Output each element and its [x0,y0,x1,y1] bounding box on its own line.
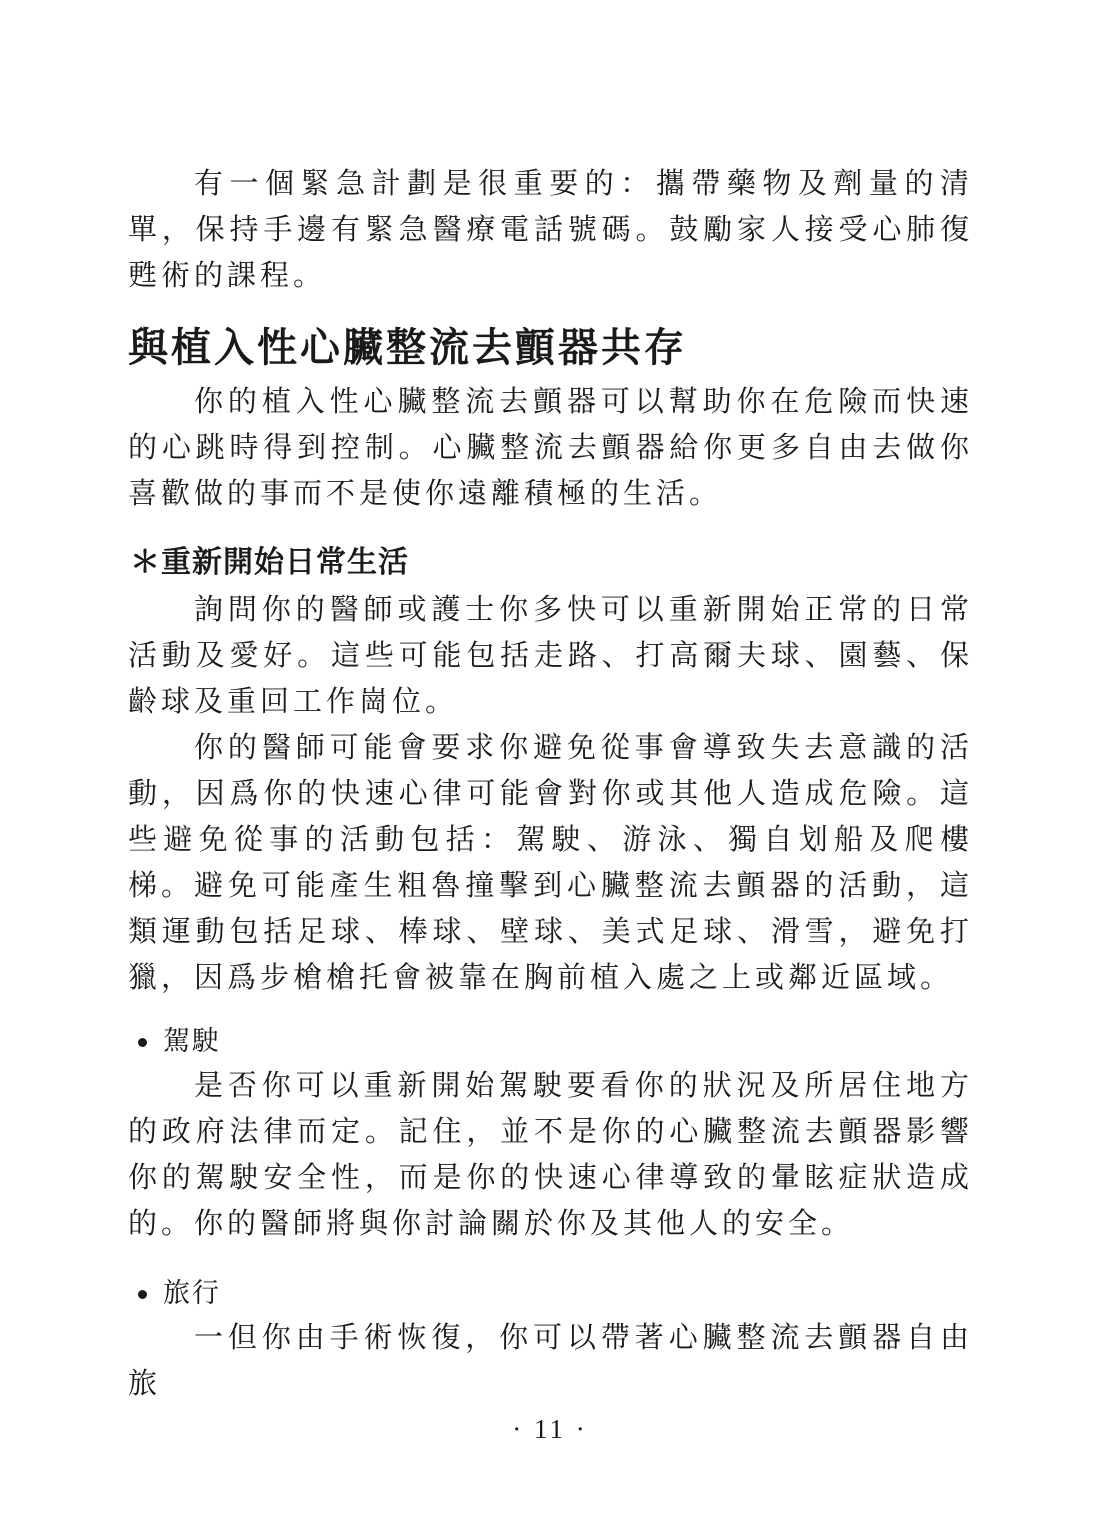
paragraph-travel: 一但你由手術恢復，你可以帶著心臟整流去顫器自由旅 [128,1320,973,1400]
bullet-icon [138,1038,147,1047]
bullet-heading-travel-label: 旅行 [163,1278,221,1309]
paragraph-icd-intro: 你的植入性心臟整流去顫器可以幫助你在危險而快速的心跳時得到控制。心臟整流去顫器給你更多自由去做你喜歡做的事而不是使你遠離積極的生活。 [128,384,973,510]
page-number: · 11 · [512,1414,588,1444]
paragraph-emergency-plan: 有一個緊急計劃是很重要的：攜帶藥物及劑量的清單，保持手邊有緊急醫療電話號碼。鼓勵家人接受心肺復甦術的課程。 [128,166,973,292]
bullet-heading-driving [138,1022,221,1062]
bullet-heading-driving-label: 駕駛 [163,1026,221,1057]
paragraph-driving: 是否你可以重新開始駕駛要看你的狀況及所居住地方的政府法律而定。記住，並不是你的心臟整流去顫器影響你的駕駛安全性，而是你的快速心律導致的暈眩症狀造成的。你的醫師將與你討論關於你及其他人的安全。 [128,1068,973,1240]
subsection-title: ＊重新開始日常生活 [130,545,409,580]
paragraph-resume-activities: 詢問你的醫師或護士你多快可以重新開始正常的日常活動及愛好。這些可能包括走路、打高爾夫球、園藝、保齡球及重回工作崗位。 [128,592,973,718]
bullet-heading-travel [138,1274,221,1314]
paragraph-avoid-activities: 你的醫師可能會要求你避免從事會導致失去意識的活動，因爲你的快速心律可能會對你或其他人造成危險。這些避免從事的活動包括：駕駛、游泳、獨自划船及爬樓梯。 [128,730,973,902]
paragraph-avoid-impact: 避免可能產生粗魯撞擊到心臟整流去顫器的活動，這類運動包括足球、棒球、壁球、美式足球、滑雪，避免打獵，因爲步槍槍托會被靠在胸前植入處之上或鄰近區域。 [128,868,973,994]
section-title: 與植入性心臟整流去顫器共存 [128,324,687,371]
bullet-icon [138,1290,147,1299]
